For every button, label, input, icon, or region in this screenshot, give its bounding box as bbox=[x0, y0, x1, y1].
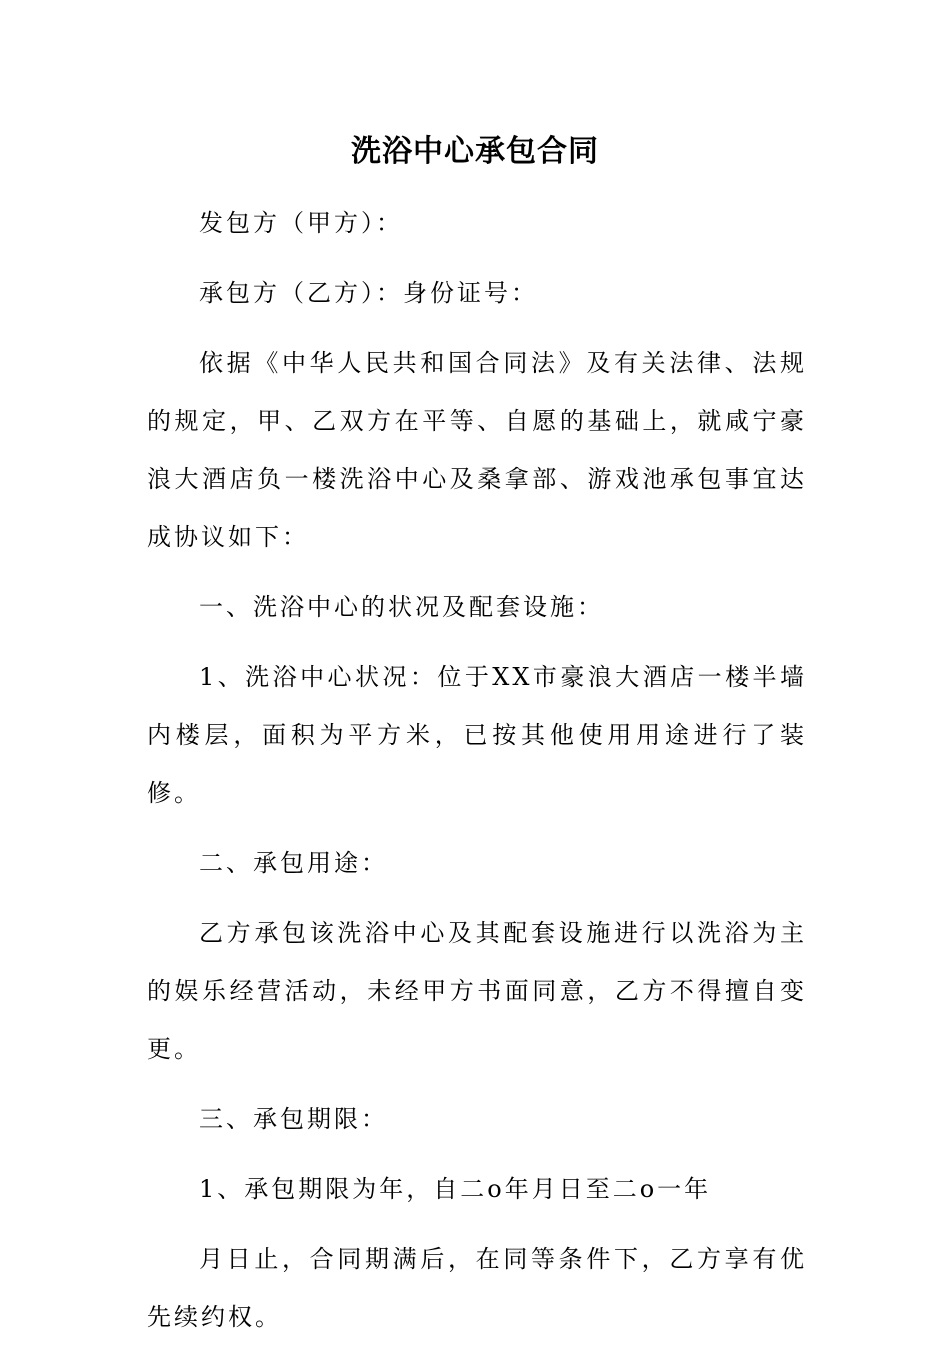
spacer bbox=[147, 566, 807, 578]
document-body bbox=[147, 194, 807, 1346]
party-a-line: 发包方（甲方）： bbox=[199, 209, 403, 237]
section-1-item-1: 1、洗浴中心状况：位于XX市豪浪大酒店一楼半墙内楼层，面积为平方米，已按其他使用用途进行了装修。 bbox=[147, 663, 807, 807]
spacer bbox=[147, 322, 807, 334]
spacer bbox=[147, 252, 807, 264]
party-b-line: 承包方（乙方）：身份证号： bbox=[199, 279, 538, 307]
section-3-heading: 三、承包期限： bbox=[199, 1105, 388, 1133]
spacer bbox=[147, 892, 807, 904]
preamble-paragraph: 依据《中华人民共和国合同法》及有关法律、法规的规定，甲、乙双方在平等、自愿的基础上，就咸宁豪浪大酒店负一楼洗浴中心及桑拿部、游戏池承包事宜达成协议如下： bbox=[147, 349, 807, 551]
spacer bbox=[147, 1078, 807, 1090]
spacer bbox=[147, 636, 807, 648]
section-3-item-1: 1、承包期限为年，自二o年月日至二o一年 bbox=[199, 1175, 712, 1203]
section-1-heading: 一、洗浴中心的状况及配套设施： bbox=[199, 593, 604, 621]
spacer bbox=[147, 1148, 807, 1160]
spacer bbox=[147, 822, 807, 834]
section-3-item-1-continued: 月日止，合同期满后，在同等条件下，乙方享有优先续约权。 bbox=[147, 1245, 807, 1331]
section-2-heading: 二、承包用途： bbox=[199, 849, 388, 877]
spacer bbox=[147, 1218, 807, 1230]
document-title: 洗浴中心承包合同 bbox=[351, 134, 599, 169]
section-2-paragraph: 乙方承包该洗浴中心及其配套设施进行以洗浴为主的娱乐经营活动，未经甲方书面同意，乙方不得擅自变更。 bbox=[147, 919, 807, 1063]
